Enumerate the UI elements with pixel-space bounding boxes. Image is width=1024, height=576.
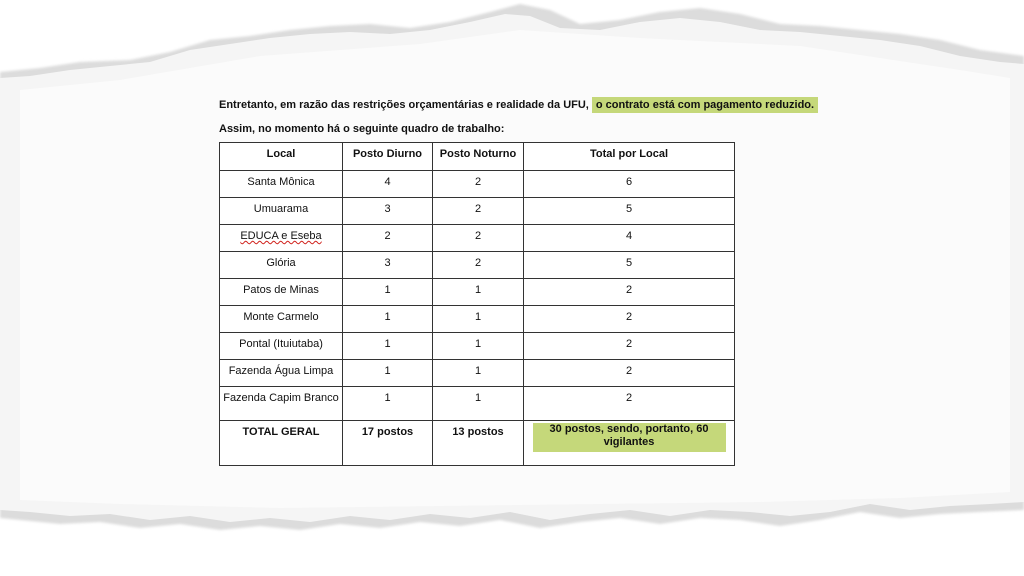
header-posto-noturno: Posto Noturno — [433, 143, 524, 171]
cell-diurno: 3 — [343, 252, 433, 279]
table-row — [220, 252, 735, 279]
table-row — [220, 333, 735, 360]
cell-total: 5 — [524, 252, 735, 279]
cell-local: Patos de Minas — [220, 279, 343, 306]
table-header-row — [220, 143, 735, 171]
total-label: TOTAL GERAL — [220, 421, 343, 466]
table-row — [220, 306, 735, 333]
total-diurno: 17 postos — [343, 421, 433, 466]
cell-noturno: 1 — [433, 387, 524, 421]
cell-noturno: 1 — [433, 360, 524, 387]
cell-noturno: 1 — [433, 333, 524, 360]
cell-diurno: 4 — [343, 171, 433, 198]
cell-noturno: 1 — [433, 306, 524, 333]
cell-local-text: EDUCA e Eseba — [240, 230, 322, 242]
cell-noturno: 1 — [433, 279, 524, 306]
intro-second-line: Assim, no momento há o seguinte quadro de trabalho: — [219, 123, 505, 135]
total-overall-highlight: 30 postos, sendo, portanto, 60 vigilantes — [533, 423, 726, 452]
cell-diurno: 1 — [343, 387, 433, 421]
cell-noturno: 2 — [433, 225, 524, 252]
header-local: Local — [220, 143, 343, 171]
table-row — [220, 360, 735, 387]
cell-diurno: 1 — [343, 360, 433, 387]
total-noturno: 13 postos — [433, 421, 524, 466]
cell-diurno: 1 — [343, 306, 433, 333]
cell-noturno: 2 — [433, 198, 524, 225]
staffing-table — [219, 142, 735, 466]
cell-noturno: 2 — [433, 171, 524, 198]
cell-total: 2 — [524, 387, 735, 421]
cell-local — [220, 225, 343, 252]
cell-noturno: 2 — [433, 252, 524, 279]
cell-local: Glória — [220, 252, 343, 279]
total-overall — [524, 421, 735, 466]
cell-local: Fazenda Capim Branco — [220, 387, 343, 421]
cell-diurno: 1 — [343, 279, 433, 306]
cell-total: 2 — [524, 360, 735, 387]
header-posto-diurno: Posto Diurno — [343, 143, 433, 171]
cell-local: Monte Carmelo — [220, 306, 343, 333]
cell-total: 5 — [524, 198, 735, 225]
cell-diurno: 2 — [343, 225, 433, 252]
table-row — [220, 198, 735, 225]
cell-total: 6 — [524, 171, 735, 198]
cell-local: Umuarama — [220, 198, 343, 225]
cell-total: 2 — [524, 306, 735, 333]
cell-diurno: 1 — [343, 333, 433, 360]
intro-highlight: o contrato está com pagamento reduzido. — [592, 97, 818, 113]
cell-total: 4 — [524, 225, 735, 252]
table-row — [220, 387, 735, 421]
table-row — [220, 171, 735, 198]
table-total-row — [220, 421, 735, 466]
table-row — [220, 279, 735, 306]
cell-total: 2 — [524, 279, 735, 306]
cell-local: Fazenda Água Limpa — [220, 360, 343, 387]
intro-text: Entretanto, em razão das restrições orçamentárias e realidade da UFU, — [219, 99, 589, 111]
cell-total: 2 — [524, 333, 735, 360]
header-total-por-local: Total por Local — [524, 143, 735, 171]
intro-paragraph — [219, 95, 839, 115]
table-row — [220, 225, 735, 252]
document-text — [219, 95, 839, 139]
cell-local: Santa Mônica — [220, 171, 343, 198]
cell-diurno: 3 — [343, 198, 433, 225]
cell-local: Pontal (Ituiutaba) — [220, 333, 343, 360]
